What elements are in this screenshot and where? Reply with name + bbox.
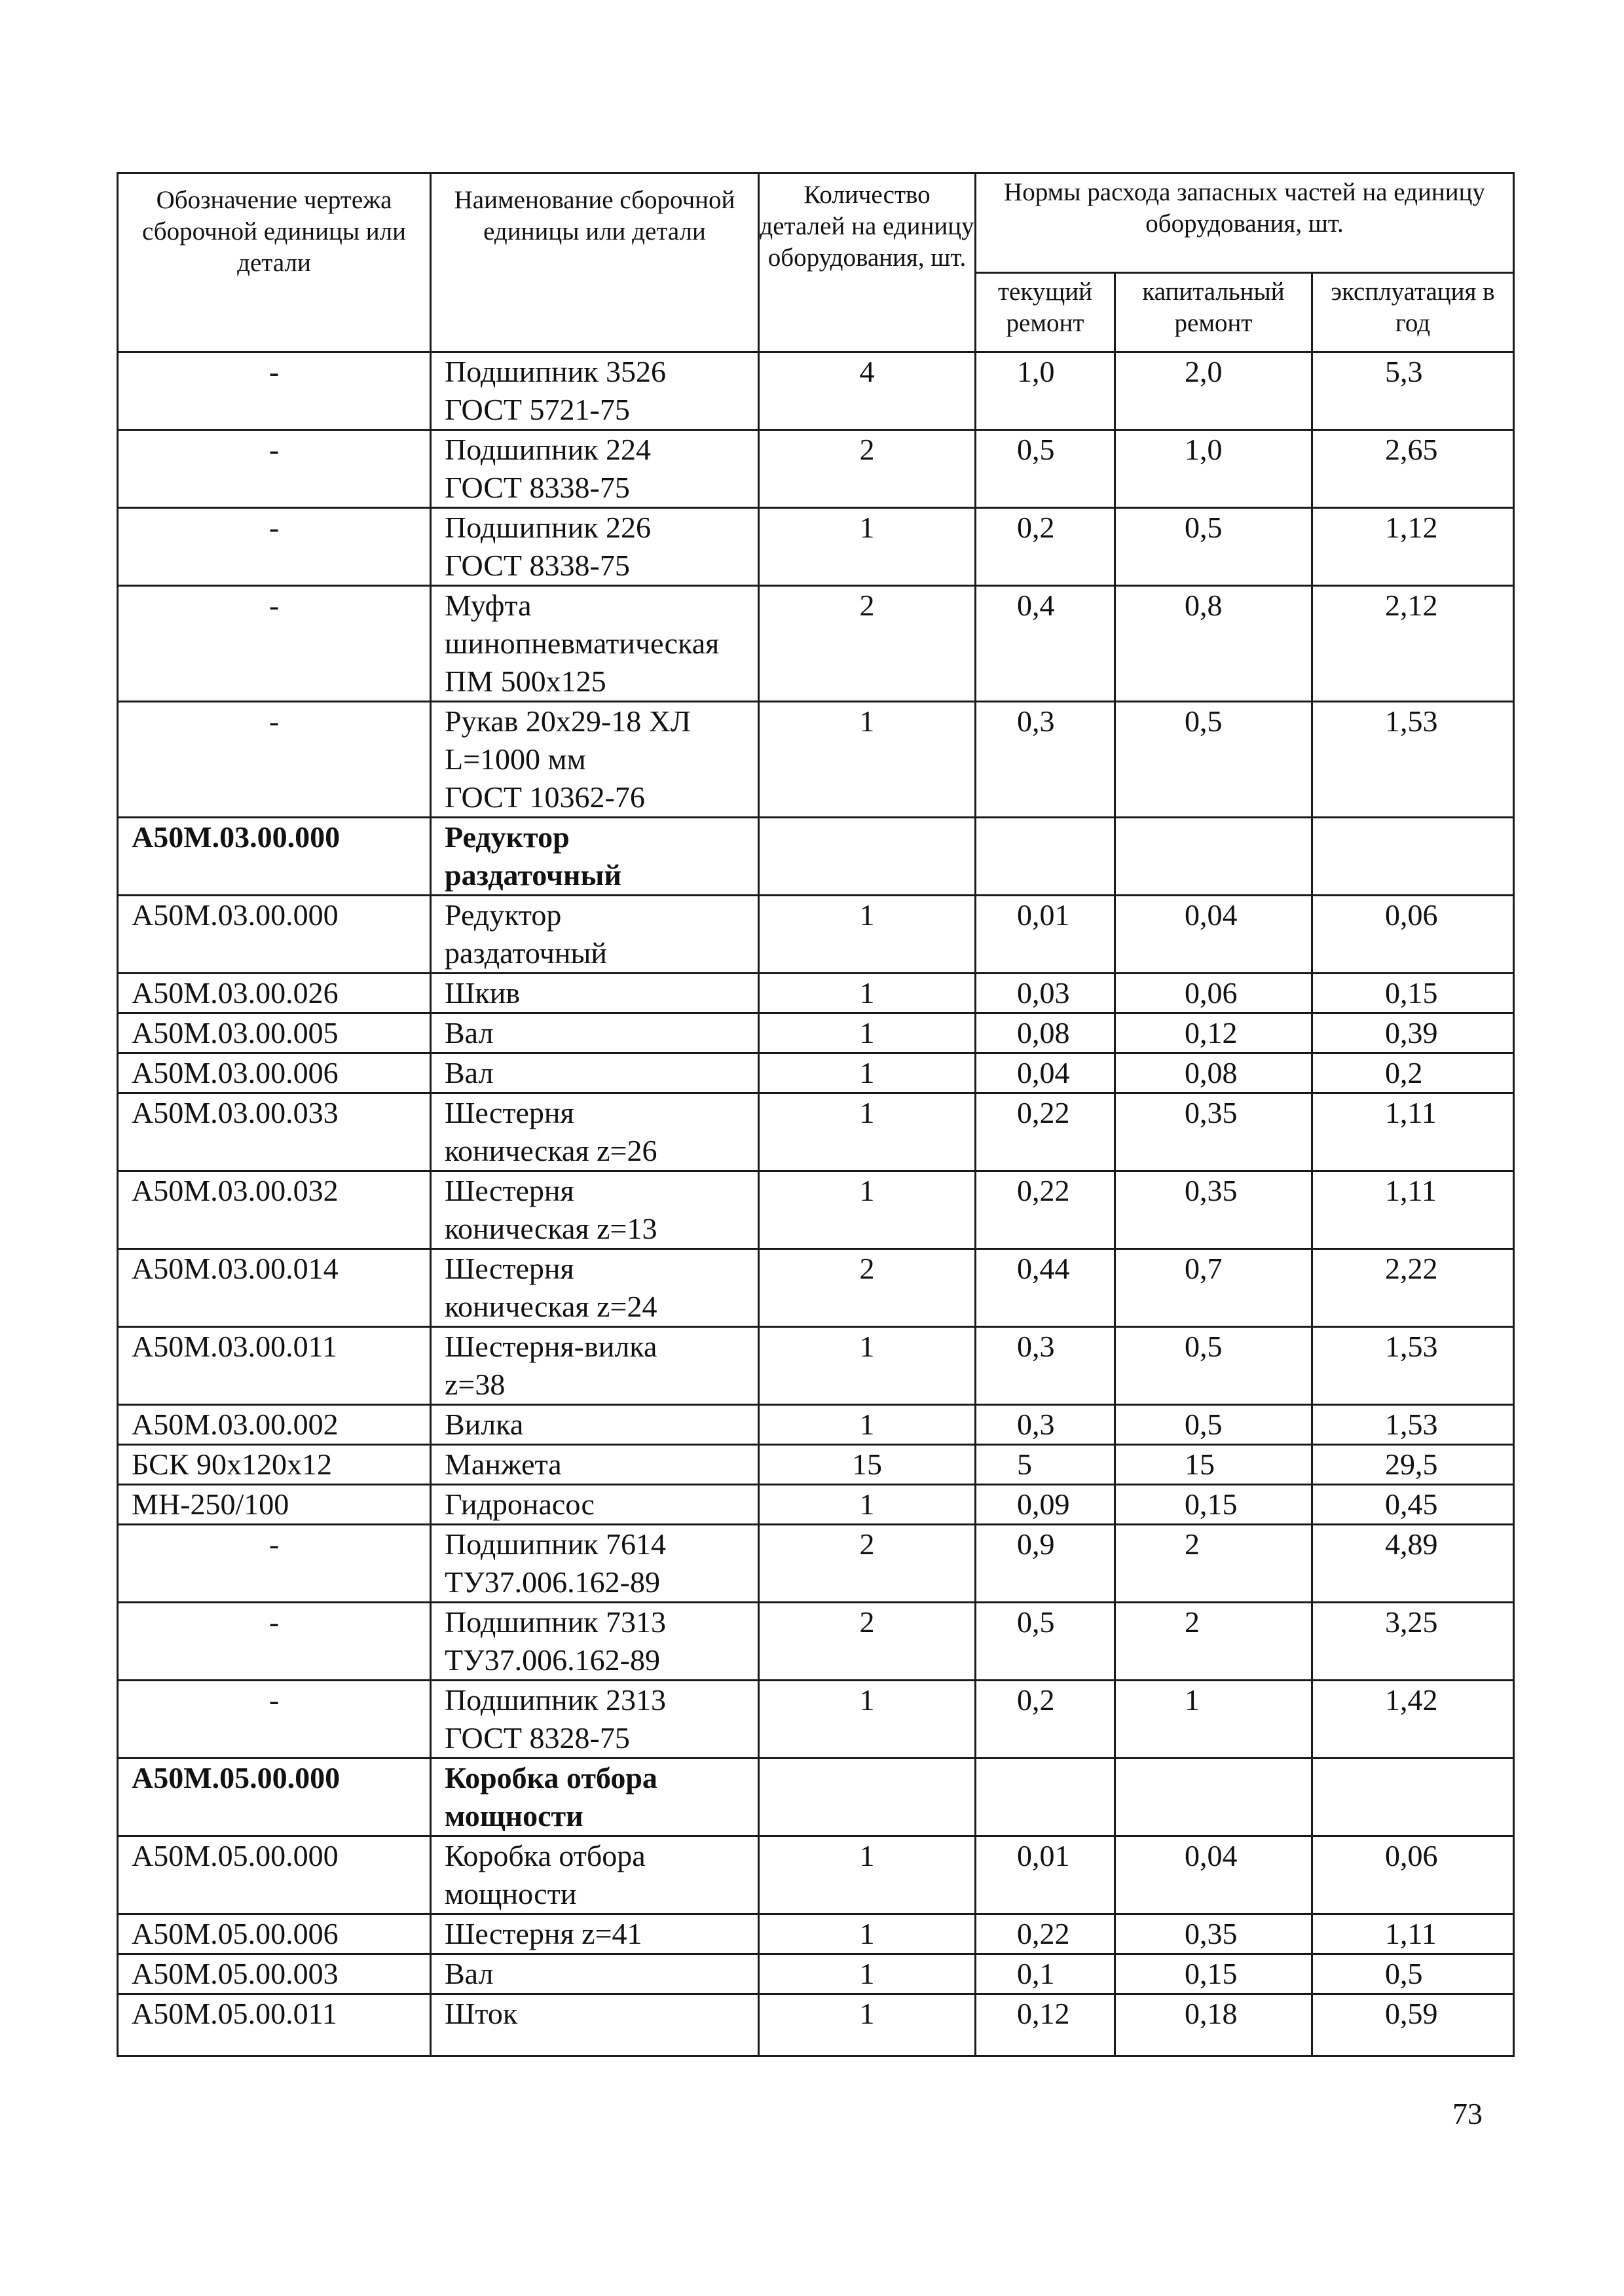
table-row [118,974,1514,1013]
exploitation-cell: 0,06 [1312,896,1514,974]
part-name-cell: Манжета [431,1445,759,1485]
table-row [118,1914,1514,1954]
part-name-cell: Вилка [431,1405,759,1445]
current-repair-cell: 0,2 [976,1681,1115,1758]
table-row [118,1327,1514,1405]
drawing-code-cell: - [118,508,431,586]
current-repair-cell: 0,3 [976,1405,1115,1445]
capital-repair-cell: 0,06 [1115,974,1312,1013]
capital-repair-cell [1115,818,1312,896]
exploitation-cell: 0,39 [1312,1013,1514,1053]
part-name-cell: Муфта шинопневматическая ПМ 500х125 [431,586,759,702]
exploitation-cell: 0,5 [1312,1954,1514,1994]
part-name-cell: Подшипник 3526 ГОСТ 5721-75 [431,352,759,430]
part-name-cell: Гидронасос [431,1485,759,1525]
capital-repair-cell: 0,5 [1115,1327,1312,1405]
current-repair-cell: 0,4 [976,586,1115,702]
drawing-code-cell: А50М.03.00.014 [118,1249,431,1327]
capital-repair-cell: 0,7 [1115,1249,1312,1327]
exploitation-cell: 1,53 [1312,702,1514,818]
exploitation-cell: 5,3 [1312,352,1514,430]
capital-repair-cell: 0,5 [1115,702,1312,818]
exploitation-cell: 29,5 [1312,1445,1514,1485]
capital-repair-cell: 0,35 [1115,1171,1312,1249]
current-repair-cell: 0,01 [976,896,1115,974]
part-name-cell: Подшипник 226 ГОСТ 8338-75 [431,508,759,586]
part-name-cell: Шестерня коническая z=24 [431,1249,759,1327]
capital-repair-cell: 0,15 [1115,1485,1312,1525]
exploitation-cell: 2,65 [1312,430,1514,508]
capital-repair-cell: 2 [1115,1603,1312,1681]
quantity-cell: 1 [759,1013,976,1053]
exploitation-cell: 0,45 [1312,1485,1514,1525]
table-row [118,508,1514,586]
capital-repair-cell: 0,04 [1115,896,1312,974]
quantity-cell: 1 [759,896,976,974]
current-repair-cell: 0,1 [976,1954,1115,1994]
drawing-code-cell: - [118,702,431,818]
drawing-code-cell: БСК 90х120х12 [118,1445,431,1485]
table-row [118,1013,1514,1053]
current-repair-cell: 5 [976,1445,1115,1485]
capital-repair-cell: 0,04 [1115,1836,1312,1914]
drawing-code-cell: А50М.05.00.000 [118,1758,431,1836]
drawing-code-cell: А50М.03.00.005 [118,1013,431,1053]
quantity-cell: 1 [759,1171,976,1249]
table-row [118,1681,1514,1758]
drawing-code-cell: МН-250/100 [118,1485,431,1525]
capital-repair-cell: 1 [1115,1681,1312,1758]
table-row [118,702,1514,818]
quantity-cell: 1 [759,1053,976,1093]
drawing-code-cell: А50М.03.00.006 [118,1053,431,1093]
quantity-cell: 2 [759,430,976,508]
current-repair-cell: 0,01 [976,1836,1115,1914]
capital-repair-cell: 0,35 [1115,1914,1312,1954]
drawing-code-cell: - [118,430,431,508]
current-repair-cell: 0,22 [976,1914,1115,1954]
quantity-cell: 2 [759,1525,976,1603]
part-name-cell: Вал [431,1954,759,1994]
part-name-cell: Шток [431,1994,759,2056]
capital-repair-cell [1115,1758,1312,1836]
exploitation-cell: 0,59 [1312,1994,1514,2056]
quantity-cell: 1 [759,1485,976,1525]
part-name-cell: Вал [431,1013,759,1053]
quantity-cell: 2 [759,586,976,702]
drawing-code-cell: А50М.03.00.011 [118,1327,431,1405]
drawing-code-cell: А50М.05.00.000 [118,1836,431,1914]
part-name-cell: Подшипник 2313 ГОСТ 8328-75 [431,1681,759,1758]
table-body [118,352,1514,2056]
part-name-cell: Подшипник 7313 ТУ37.006.162-89 [431,1603,759,1681]
current-repair-cell: 1,0 [976,352,1115,430]
drawing-code-cell: А50М.03.00.032 [118,1171,431,1249]
capital-repair-cell: 15 [1115,1445,1312,1485]
exploitation-cell: 0,2 [1312,1053,1514,1093]
table-row [118,1485,1514,1525]
quantity-cell: 1 [759,974,976,1013]
exploitation-cell [1312,1758,1514,1836]
drawing-code-cell: А50М.03.00.000 [118,818,431,896]
drawing-code-cell: А50М.03.00.026 [118,974,431,1013]
quantity-cell: 1 [759,1836,976,1914]
capital-repair-cell: 2,0 [1115,352,1312,430]
capital-repair-cell: 0,35 [1115,1093,1312,1171]
current-repair-cell: 0,3 [976,702,1115,818]
exploitation-cell: 0,15 [1312,974,1514,1013]
drawing-code-cell: - [118,1681,431,1758]
drawing-code-cell: - [118,1603,431,1681]
drawing-code-cell: А50М.03.00.000 [118,896,431,974]
current-repair-cell: 0,5 [976,430,1115,508]
part-name-cell: Коробка отбора мощности [431,1758,759,1836]
quantity-cell: 1 [759,1954,976,1994]
exploitation-cell: 1,11 [1312,1171,1514,1249]
page-number: 73 [1452,2097,1483,2130]
quantity-cell [759,1758,976,1836]
header-exploitation-per-year: эксплуатация в год [1312,273,1514,352]
capital-repair-cell: 0,8 [1115,586,1312,702]
quantity-cell: 2 [759,1249,976,1327]
part-name-cell: Подшипник 7614 ТУ37.006.162-89 [431,1525,759,1603]
exploitation-cell: 1,53 [1312,1405,1514,1445]
table-row [118,1994,1514,2056]
current-repair-cell: 0,12 [976,1994,1115,2056]
part-name-cell: Рукав 20х29-18 ХЛ L=1000 мм ГОСТ 10362-76 [431,702,759,818]
part-name-cell: Вал [431,1053,759,1093]
part-name-cell: Шестерня z=41 [431,1914,759,1954]
drawing-code-cell: А50М.03.00.033 [118,1093,431,1171]
table-row [118,1405,1514,1445]
quantity-cell: 1 [759,508,976,586]
section-row [118,1758,1514,1836]
table-row [118,1954,1514,1994]
current-repair-cell: 0,22 [976,1093,1115,1171]
drawing-code-cell: - [118,1525,431,1603]
drawing-code-cell: - [118,352,431,430]
part-name-cell: Коробка отбора мощности [431,1836,759,1914]
table-row [118,896,1514,974]
table-row [118,1171,1514,1249]
table-row [118,1093,1514,1171]
part-name-cell: Шестерня коническая z=13 [431,1171,759,1249]
exploitation-cell: 1,11 [1312,1914,1514,1954]
exploitation-cell: 3,25 [1312,1603,1514,1681]
table-row [118,1053,1514,1093]
header-part-name: Наименование сборочной единицы или детали [431,173,759,352]
capital-repair-cell: 0,5 [1115,1405,1312,1445]
header-consumption-norms: Нормы расхода запасных частей на единицу оборудования, шт. [976,173,1514,273]
exploitation-cell: 4,89 [1312,1525,1514,1603]
current-repair-cell: 0,09 [976,1485,1115,1525]
quantity-cell: 1 [759,1405,976,1445]
quantity-cell: 2 [759,1603,976,1681]
drawing-code-cell: А50М.05.00.006 [118,1914,431,1954]
exploitation-cell: 0,06 [1312,1836,1514,1914]
capital-repair-cell: 0,5 [1115,508,1312,586]
table-row [118,1249,1514,1327]
current-repair-cell: 0,08 [976,1013,1115,1053]
quantity-cell: 1 [759,1994,976,2056]
capital-repair-cell: 1,0 [1115,430,1312,508]
capital-repair-cell: 0,15 [1115,1954,1312,1994]
table-row [118,352,1514,430]
header-drawing-code: Обозначение чертежа сборочной единицы или детали [118,173,431,352]
quantity-cell: 1 [759,1093,976,1171]
header-quantity: Количество деталей на единицу оборудования, шт. [759,173,976,352]
quantity-cell: 1 [759,1327,976,1405]
current-repair-cell: 0,04 [976,1053,1115,1093]
table-row [118,586,1514,702]
header-capital-repair: капитальный ремонт [1115,273,1312,352]
capital-repair-cell: 2 [1115,1525,1312,1603]
drawing-code-cell: А50М.05.00.011 [118,1994,431,2056]
drawing-code-cell: А50М.05.00.003 [118,1954,431,1994]
part-name-cell: Редуктор раздаточный [431,818,759,896]
current-repair-cell [976,1758,1115,1836]
drawing-code-cell: - [118,586,431,702]
quantity-cell: 1 [759,1681,976,1758]
exploitation-cell: 1,11 [1312,1093,1514,1171]
part-name-cell: Редуктор раздаточный [431,896,759,974]
current-repair-cell: 0,22 [976,1171,1115,1249]
capital-repair-cell: 0,18 [1115,1994,1312,2056]
table-row [118,1603,1514,1681]
exploitation-cell: 1,53 [1312,1327,1514,1405]
current-repair-cell: 0,5 [976,1603,1115,1681]
exploitation-cell: 1,12 [1312,508,1514,586]
exploitation-cell: 2,22 [1312,1249,1514,1327]
table-row [118,1445,1514,1485]
section-row [118,818,1514,896]
table-row [118,1836,1514,1914]
spare-parts-table [117,172,1515,2057]
current-repair-cell: 0,2 [976,508,1115,586]
table-row [118,1525,1514,1603]
quantity-cell [759,818,976,896]
quantity-cell: 1 [759,702,976,818]
current-repair-cell: 0,9 [976,1525,1115,1603]
current-repair-cell: 0,44 [976,1249,1115,1327]
part-name-cell: Шестерня-вилка z=38 [431,1327,759,1405]
exploitation-cell [1312,818,1514,896]
current-repair-cell [976,818,1115,896]
table-row [118,430,1514,508]
capital-repair-cell: 0,12 [1115,1013,1312,1053]
current-repair-cell: 0,3 [976,1327,1115,1405]
part-name-cell: Подшипник 224 ГОСТ 8338-75 [431,430,759,508]
exploitation-cell: 1,42 [1312,1681,1514,1758]
part-name-cell: Шестерня коническая z=26 [431,1093,759,1171]
quantity-cell: 4 [759,352,976,430]
drawing-code-cell: А50М.03.00.002 [118,1405,431,1445]
capital-repair-cell: 0,08 [1115,1053,1312,1093]
current-repair-cell: 0,03 [976,974,1115,1013]
header-current-repair: текущий ремонт [976,273,1115,352]
quantity-cell: 1 [759,1914,976,1954]
exploitation-cell: 2,12 [1312,586,1514,702]
part-name-cell: Шкив [431,974,759,1013]
quantity-cell: 15 [759,1445,976,1485]
